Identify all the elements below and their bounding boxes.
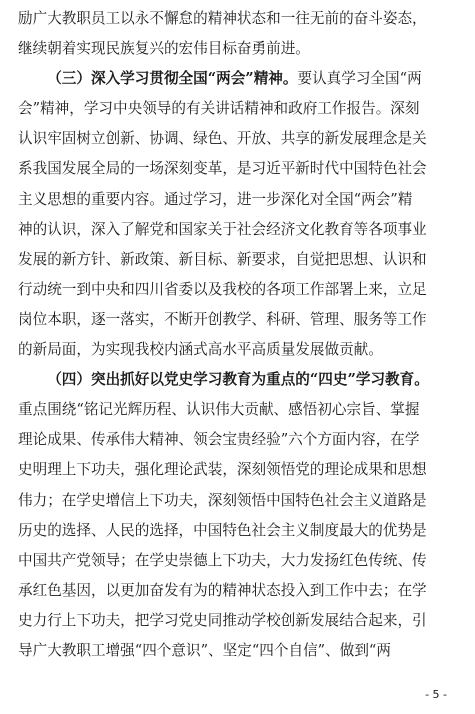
line-text: 导广大教职工增强“四个意识”、坚定“四个自信”、做到“两 [18,641,391,659]
text-line [18,94,458,124]
text-line [18,425,458,455]
line-text: 伟力；在学史增信上下功夫，深刻领悟中国特色社会主义道路是 [18,491,427,509]
line-text: 史明理上下功夫，强化理论武装，深刻领悟党的理论成果和思想 [18,461,427,479]
line-text: 会”精神，学习中央领导的有关讲话精神和政府工作报告。深刻 [18,100,420,118]
line-text: 认识牢固树立创新、协调、绿色、开放、共享的新发展理念是关 [18,130,427,148]
text-line [18,124,458,154]
line-text: 主义思想的重要内容。通过学习，进一步深化对全国“两会”精 [18,190,413,208]
line-text: 理论成果、传承伟大精神、领会宝贵经验”六个方面内容，在学 [18,431,420,449]
text-line [18,34,458,64]
line-text: 承红色基因，以更加奋发有为的精神状态投入到工作中去；在学 [18,581,427,599]
text-line [18,185,458,215]
line-text: 重点围绕“铭记光辉历程、认识伟大贡献、感悟初心宗旨、掌握 [18,401,420,419]
text-line [18,305,458,335]
line-text: 岗位本职，逐一落实，不断开创教学、科研、管理、服务等工作 [18,310,427,328]
text-line [18,365,458,395]
text-line [18,636,458,666]
text-line [18,4,458,34]
text-line [18,516,458,546]
line-text: 中国共产党领导；在学史崇德上下功夫，大力发扬红色传统、传 [18,551,427,569]
text-line [18,455,458,485]
text-line [18,245,458,275]
line-text: 历史的选择、人民的选择，中国特色社会主义制度最大的优势是 [18,521,427,539]
line-text: 行动统一到中央和四川省委以及我校的各项工作部署上来，立足 [18,280,427,298]
text-line [18,215,458,245]
page-number: - 5 - [425,688,447,701]
section-heading: （四）突出抓好以党史学习教育为重点的“四史”学习教育。 [47,371,429,389]
text-line [18,275,458,305]
text-line [18,576,458,606]
line-text: 史力行上下功夫，把学习党史同推动学校创新发展结合起来，引 [18,611,427,629]
text-line [18,154,458,184]
line-text: 发展的新方针、新政策、新目标、新要求，自觉把思想、认识和 [18,250,427,268]
text-line [18,606,458,636]
text-line [18,64,458,94]
line-text: 要认真学习全国“两 [297,70,422,88]
text-line [18,395,458,425]
line-text: 励广大教职员工以永不懈怠的精神状态和一往无前的奋斗姿态， [18,10,427,27]
line-text: 系我国发展全局的一场深刻变革，是习近平新时代中国特色社会 [18,160,427,178]
line-text: 继续朝着实现民族复兴的宏伟目标奋勇前进。 [18,40,310,58]
text-line [18,335,458,365]
text-line [18,546,458,576]
section-heading: （三）深入学习贯彻全国“两会”精神。 [47,70,298,88]
line-text: 的新局面，为实现我校内涵式高水平高质量发展做贡献。 [18,341,383,359]
text-line [18,486,458,516]
body-text [18,4,458,666]
line-text: 神的认识，深入了解党和国家关于社会经济文化教育等各项事业 [18,220,427,238]
